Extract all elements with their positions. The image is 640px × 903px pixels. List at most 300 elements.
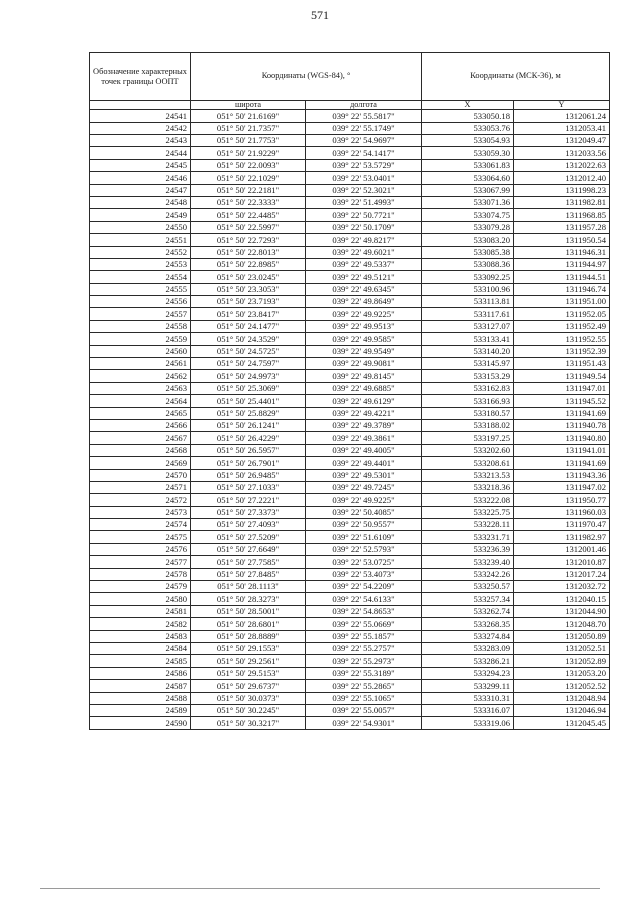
x-cell: 533231.71	[422, 531, 514, 543]
x-cell: 533162.83	[422, 382, 514, 394]
point-id-cell: 24578	[90, 568, 191, 580]
point-id-cell: 24553	[90, 258, 191, 270]
point-id-cell: 24589	[90, 704, 191, 716]
point-id-cell: 24569	[90, 457, 191, 469]
table-row	[90, 382, 610, 394]
table-row	[90, 432, 610, 444]
y-cell: 1312049.47	[514, 134, 610, 146]
longitude-cell: 039° 22' 50.9557"	[306, 519, 422, 531]
point-id-cell: 24563	[90, 382, 191, 394]
x-cell: 533064.60	[422, 172, 514, 184]
point-id-cell: 24545	[90, 159, 191, 171]
table-row	[90, 283, 610, 295]
point-id-cell: 24574	[90, 519, 191, 531]
latitude-cell: 051° 50' 24.5725"	[191, 345, 306, 357]
point-id-cell: 24577	[90, 556, 191, 568]
y-cell: 1311941.69	[514, 457, 610, 469]
y-cell: 1312033.56	[514, 147, 610, 159]
y-cell: 1311946.74	[514, 283, 610, 295]
latitude-cell: 051° 50' 23.8417"	[191, 308, 306, 320]
y-cell: 1312052.51	[514, 643, 610, 655]
table-row	[90, 333, 610, 345]
table-row	[90, 457, 610, 469]
table-row	[90, 358, 610, 370]
latitude-cell: 051° 50' 29.6737"	[191, 680, 306, 692]
table-row	[90, 692, 610, 704]
point-id-cell: 24550	[90, 221, 191, 233]
point-id-cell: 24547	[90, 184, 191, 196]
longitude-cell: 039° 22' 49.7245"	[306, 481, 422, 493]
table-row	[90, 581, 610, 593]
latitude-cell: 051° 50' 21.6169"	[191, 110, 306, 122]
y-cell: 1311946.31	[514, 246, 610, 258]
table-row	[90, 407, 610, 419]
point-id-cell: 24562	[90, 370, 191, 382]
x-cell: 533054.93	[422, 134, 514, 146]
x-cell: 533067.99	[422, 184, 514, 196]
latitude-cell: 051° 50' 23.3053"	[191, 283, 306, 295]
x-cell: 533145.97	[422, 358, 514, 370]
x-cell: 533213.53	[422, 469, 514, 481]
latitude-cell: 051° 50' 25.4401"	[191, 395, 306, 407]
latitude-cell: 051° 50' 27.4093"	[191, 519, 306, 531]
x-cell: 533188.02	[422, 419, 514, 431]
longitude-cell: 039° 22' 49.9513"	[306, 320, 422, 332]
x-cell: 533059.30	[422, 147, 514, 159]
header-point-designation: Обозначение характерных точек границы ООПТ	[90, 53, 191, 101]
x-cell: 533085.38	[422, 246, 514, 258]
table-row	[90, 469, 610, 481]
longitude-cell: 039° 22' 49.6885"	[306, 382, 422, 394]
y-cell: 1311982.97	[514, 531, 610, 543]
y-cell: 1311945.52	[514, 395, 610, 407]
y-cell: 1311957.28	[514, 221, 610, 233]
page-number: 571	[311, 8, 329, 22]
longitude-cell: 039° 22' 49.4221"	[306, 407, 422, 419]
y-cell: 1311951.43	[514, 358, 610, 370]
point-id-cell: 24583	[90, 630, 191, 642]
table-row	[90, 519, 610, 531]
x-cell: 533294.23	[422, 667, 514, 679]
y-cell: 1311941.01	[514, 444, 610, 456]
point-id-cell: 24584	[90, 643, 191, 655]
subheader-y: Y	[514, 101, 610, 110]
x-cell: 533071.36	[422, 196, 514, 208]
latitude-cell: 051° 50' 27.3373"	[191, 506, 306, 518]
y-cell: 1312001.46	[514, 543, 610, 555]
y-cell: 1312045.45	[514, 717, 610, 729]
y-cell: 1311952.49	[514, 320, 610, 332]
longitude-cell: 039° 22' 55.2865"	[306, 680, 422, 692]
x-cell: 533242.26	[422, 568, 514, 580]
longitude-cell: 039° 22' 55.1857"	[306, 630, 422, 642]
latitude-cell: 051° 50' 28.6801"	[191, 618, 306, 630]
longitude-cell: 039° 22' 54.9697"	[306, 134, 422, 146]
point-id-cell: 24570	[90, 469, 191, 481]
table-row	[90, 593, 610, 605]
subheader-longitude: долгота	[306, 101, 422, 110]
latitude-cell: 051° 50' 27.5209"	[191, 531, 306, 543]
longitude-cell: 039° 22' 49.6021"	[306, 246, 422, 258]
point-id-cell: 24581	[90, 605, 191, 617]
table-row	[90, 258, 610, 270]
y-cell: 1312061.24	[514, 110, 610, 122]
longitude-cell: 039° 22' 55.2973"	[306, 655, 422, 667]
latitude-cell: 051° 50' 21.7357"	[191, 122, 306, 134]
longitude-cell: 039° 22' 50.4085"	[306, 506, 422, 518]
table-row	[90, 221, 610, 233]
y-cell: 1312012.40	[514, 172, 610, 184]
latitude-cell: 051° 50' 24.9973"	[191, 370, 306, 382]
latitude-cell: 051° 50' 30.3217"	[191, 717, 306, 729]
table-row	[90, 717, 610, 729]
table-row	[90, 605, 610, 617]
latitude-cell: 051° 50' 26.5957"	[191, 444, 306, 456]
point-id-cell: 24554	[90, 271, 191, 283]
point-id-cell: 24575	[90, 531, 191, 543]
y-cell: 1312017.24	[514, 568, 610, 580]
point-id-cell: 24582	[90, 618, 191, 630]
latitude-cell: 051° 50' 25.8829"	[191, 407, 306, 419]
x-cell: 533310.31	[422, 692, 514, 704]
longitude-cell: 039° 22' 55.0669"	[306, 618, 422, 630]
y-cell: 1312032.72	[514, 581, 610, 593]
longitude-cell: 039° 22' 53.0725"	[306, 556, 422, 568]
table-row	[90, 395, 610, 407]
longitude-cell: 039° 22' 49.4401"	[306, 457, 422, 469]
subheader-latitude: широта	[191, 101, 306, 110]
table-row	[90, 345, 610, 357]
point-id-cell: 24543	[90, 134, 191, 146]
latitude-cell: 051° 50' 27.8485"	[191, 568, 306, 580]
x-cell: 533274.84	[422, 630, 514, 642]
x-cell: 533127.07	[422, 320, 514, 332]
point-id-cell: 24560	[90, 345, 191, 357]
y-cell: 1311947.02	[514, 481, 610, 493]
longitude-cell: 039° 22' 50.1709"	[306, 221, 422, 233]
table-row	[90, 308, 610, 320]
x-cell: 533208.61	[422, 457, 514, 469]
x-cell: 533299.11	[422, 680, 514, 692]
latitude-cell: 051° 50' 26.7901"	[191, 457, 306, 469]
y-cell: 1312052.52	[514, 680, 610, 692]
y-cell: 1312048.70	[514, 618, 610, 630]
latitude-cell: 051° 50' 22.2181"	[191, 184, 306, 196]
latitude-cell: 051° 50' 27.7585"	[191, 556, 306, 568]
point-id-cell: 24556	[90, 296, 191, 308]
header-wgs84: Координаты (WGS-84), °	[191, 53, 422, 101]
point-id-cell: 24576	[90, 543, 191, 555]
table-row	[90, 618, 610, 630]
x-cell: 533140.20	[422, 345, 514, 357]
table-row	[90, 494, 610, 506]
latitude-cell: 051° 50' 29.2561"	[191, 655, 306, 667]
table-row	[90, 370, 610, 382]
longitude-cell: 039° 22' 49.5121"	[306, 271, 422, 283]
latitude-cell: 051° 50' 30.2245"	[191, 704, 306, 716]
x-cell: 533228.11	[422, 519, 514, 531]
longitude-cell: 039° 22' 55.1749"	[306, 122, 422, 134]
latitude-cell: 051° 50' 30.0373"	[191, 692, 306, 704]
longitude-cell: 039° 22' 50.7721"	[306, 209, 422, 221]
x-cell: 533218.36	[422, 481, 514, 493]
y-cell: 1311949.54	[514, 370, 610, 382]
table-row	[90, 444, 610, 456]
x-cell: 533100.96	[422, 283, 514, 295]
table-row	[90, 704, 610, 716]
point-id-cell: 24558	[90, 320, 191, 332]
table-row	[90, 643, 610, 655]
longitude-cell: 039° 22' 51.6109"	[306, 531, 422, 543]
y-cell: 1312044.90	[514, 605, 610, 617]
table-row	[90, 234, 610, 246]
y-cell: 1312050.89	[514, 630, 610, 642]
table-row	[90, 419, 610, 431]
longitude-cell: 039° 22' 52.3021"	[306, 184, 422, 196]
x-cell: 533053.76	[422, 122, 514, 134]
table-row	[90, 531, 610, 543]
latitude-cell: 051° 50' 26.9485"	[191, 469, 306, 481]
y-cell: 1311944.97	[514, 258, 610, 270]
x-cell: 533117.61	[422, 308, 514, 320]
latitude-cell: 051° 50' 25.3069"	[191, 382, 306, 394]
table-row	[90, 320, 610, 332]
table-body	[90, 110, 610, 730]
y-cell: 1311952.39	[514, 345, 610, 357]
x-cell: 533079.28	[422, 221, 514, 233]
point-id-cell: 24564	[90, 395, 191, 407]
bottom-divider	[40, 888, 600, 889]
latitude-cell: 051° 50' 27.1033"	[191, 481, 306, 493]
latitude-cell: 051° 50' 23.0245"	[191, 271, 306, 283]
y-cell: 1312040.15	[514, 593, 610, 605]
x-cell: 533268.35	[422, 618, 514, 630]
longitude-cell: 039° 22' 53.5729"	[306, 159, 422, 171]
point-id-cell: 24587	[90, 680, 191, 692]
coordinates-table	[89, 52, 610, 730]
y-cell: 1312048.94	[514, 692, 610, 704]
point-id-cell: 24549	[90, 209, 191, 221]
y-cell: 1311941.69	[514, 407, 610, 419]
longitude-cell: 039° 22' 55.1065"	[306, 692, 422, 704]
latitude-cell: 051° 50' 24.7597"	[191, 358, 306, 370]
x-cell: 533202.60	[422, 444, 514, 456]
longitude-cell: 039° 22' 54.1417"	[306, 147, 422, 159]
longitude-cell: 039° 22' 49.9549"	[306, 345, 422, 357]
longitude-cell: 039° 22' 49.6129"	[306, 395, 422, 407]
latitude-cell: 051° 50' 23.7193"	[191, 296, 306, 308]
table-row	[90, 172, 610, 184]
latitude-cell: 051° 50' 22.0093"	[191, 159, 306, 171]
x-cell: 533180.57	[422, 407, 514, 419]
y-cell: 1312053.41	[514, 122, 610, 134]
x-cell: 533083.20	[422, 234, 514, 246]
point-id-cell: 24542	[90, 122, 191, 134]
longitude-cell: 039° 22' 52.5793"	[306, 543, 422, 555]
latitude-cell: 051° 50' 28.5001"	[191, 605, 306, 617]
table-row	[90, 556, 610, 568]
longitude-cell: 039° 22' 54.2209"	[306, 581, 422, 593]
table-row	[90, 568, 610, 580]
point-id-cell: 24551	[90, 234, 191, 246]
y-cell: 1311952.55	[514, 333, 610, 345]
longitude-cell: 039° 22' 54.6133"	[306, 593, 422, 605]
y-cell: 1311940.78	[514, 419, 610, 431]
y-cell: 1311940.80	[514, 432, 610, 444]
y-cell: 1311944.51	[514, 271, 610, 283]
table-row	[90, 481, 610, 493]
y-cell: 1311950.54	[514, 234, 610, 246]
latitude-cell: 051° 50' 29.1553"	[191, 643, 306, 655]
longitude-cell: 039° 22' 49.9585"	[306, 333, 422, 345]
x-cell: 533319.06	[422, 717, 514, 729]
point-id-cell: 24566	[90, 419, 191, 431]
point-id-cell: 24579	[90, 581, 191, 593]
table-row	[90, 196, 610, 208]
y-cell: 1311960.03	[514, 506, 610, 518]
x-cell: 533133.41	[422, 333, 514, 345]
table-row	[90, 630, 610, 642]
point-id-cell: 24548	[90, 196, 191, 208]
table-row	[90, 159, 610, 171]
longitude-cell: 039° 22' 49.8217"	[306, 234, 422, 246]
latitude-cell: 051° 50' 21.9229"	[191, 147, 306, 159]
longitude-cell: 039° 22' 55.2757"	[306, 643, 422, 655]
y-cell: 1312046.94	[514, 704, 610, 716]
point-id-cell: 24541	[90, 110, 191, 122]
latitude-cell: 051° 50' 28.8889"	[191, 630, 306, 642]
x-cell: 533283.09	[422, 643, 514, 655]
y-cell: 1311952.05	[514, 308, 610, 320]
point-id-cell: 24567	[90, 432, 191, 444]
y-cell: 1311943.36	[514, 469, 610, 481]
y-cell: 1311998.23	[514, 184, 610, 196]
point-id-cell: 24561	[90, 358, 191, 370]
longitude-cell: 039° 22' 55.3189"	[306, 667, 422, 679]
y-cell: 1312022.63	[514, 159, 610, 171]
subheader-x: X	[422, 101, 514, 110]
longitude-cell: 039° 22' 55.5817"	[306, 110, 422, 122]
latitude-cell: 051° 50' 22.7293"	[191, 234, 306, 246]
table-row	[90, 184, 610, 196]
latitude-cell: 051° 50' 28.3273"	[191, 593, 306, 605]
x-cell: 533061.83	[422, 159, 514, 171]
table-row	[90, 147, 610, 159]
latitude-cell: 051° 50' 21.7753"	[191, 134, 306, 146]
table-row	[90, 246, 610, 258]
latitude-cell: 051° 50' 26.4229"	[191, 432, 306, 444]
longitude-cell: 039° 22' 49.9225"	[306, 308, 422, 320]
x-cell: 533153.29	[422, 370, 514, 382]
y-cell: 1312010.87	[514, 556, 610, 568]
y-cell: 1311951.00	[514, 296, 610, 308]
latitude-cell: 051° 50' 29.5153"	[191, 667, 306, 679]
latitude-cell: 051° 50' 26.1241"	[191, 419, 306, 431]
x-cell: 533316.07	[422, 704, 514, 716]
point-id-cell: 24573	[90, 506, 191, 518]
longitude-cell: 039° 22' 49.9081"	[306, 358, 422, 370]
x-cell: 533250.57	[422, 581, 514, 593]
table-row	[90, 134, 610, 146]
x-cell: 533166.93	[422, 395, 514, 407]
latitude-cell: 051° 50' 28.1113"	[191, 581, 306, 593]
table-row	[90, 110, 610, 122]
longitude-cell: 039° 22' 49.9225"	[306, 494, 422, 506]
x-cell: 533092.25	[422, 271, 514, 283]
latitude-cell: 051° 50' 22.1029"	[191, 172, 306, 184]
point-id-cell: 24586	[90, 667, 191, 679]
latitude-cell: 051° 50' 22.5997"	[191, 221, 306, 233]
table-row	[90, 655, 610, 667]
latitude-cell: 051° 50' 24.3529"	[191, 333, 306, 345]
point-id-cell: 24559	[90, 333, 191, 345]
point-id-cell: 24546	[90, 172, 191, 184]
point-id-cell: 24544	[90, 147, 191, 159]
x-cell: 533257.34	[422, 593, 514, 605]
point-id-cell: 24590	[90, 717, 191, 729]
x-cell: 533197.25	[422, 432, 514, 444]
table-row	[90, 271, 610, 283]
latitude-cell: 051° 50' 24.1477"	[191, 320, 306, 332]
table-row	[90, 209, 610, 221]
point-id-cell: 24571	[90, 481, 191, 493]
table-row	[90, 296, 610, 308]
x-cell: 533050.18	[422, 110, 514, 122]
x-cell: 533286.21	[422, 655, 514, 667]
x-cell: 533088.36	[422, 258, 514, 270]
longitude-cell: 039° 22' 53.0401"	[306, 172, 422, 184]
x-cell: 533222.08	[422, 494, 514, 506]
table-row	[90, 122, 610, 134]
table-row	[90, 667, 610, 679]
latitude-cell: 051° 50' 22.4485"	[191, 209, 306, 221]
longitude-cell: 039° 22' 49.4005"	[306, 444, 422, 456]
y-cell: 1312052.89	[514, 655, 610, 667]
longitude-cell: 039° 22' 49.6345"	[306, 283, 422, 295]
point-id-cell: 24565	[90, 407, 191, 419]
point-id-cell: 24572	[90, 494, 191, 506]
latitude-cell: 051° 50' 22.3333"	[191, 196, 306, 208]
header-msk36: Координаты (МСК-36), м	[422, 53, 610, 101]
y-cell: 1312053.20	[514, 667, 610, 679]
subheader-empty	[90, 101, 191, 110]
x-cell: 533074.75	[422, 209, 514, 221]
longitude-cell: 039° 22' 49.3861"	[306, 432, 422, 444]
latitude-cell: 051° 50' 22.8013"	[191, 246, 306, 258]
longitude-cell: 039° 22' 49.5337"	[306, 258, 422, 270]
x-cell: 533262.74	[422, 605, 514, 617]
table-row	[90, 506, 610, 518]
point-id-cell: 24585	[90, 655, 191, 667]
longitude-cell: 039° 22' 54.8653"	[306, 605, 422, 617]
x-cell: 533113.81	[422, 296, 514, 308]
y-cell: 1311982.81	[514, 196, 610, 208]
longitude-cell: 039° 22' 54.9301"	[306, 717, 422, 729]
point-id-cell: 24568	[90, 444, 191, 456]
latitude-cell: 051° 50' 22.8985"	[191, 258, 306, 270]
longitude-cell: 039° 22' 49.8649"	[306, 296, 422, 308]
x-cell: 533225.75	[422, 506, 514, 518]
longitude-cell: 039° 22' 51.4993"	[306, 196, 422, 208]
y-cell: 1311970.47	[514, 519, 610, 531]
point-id-cell: 24588	[90, 692, 191, 704]
longitude-cell: 039° 22' 49.8145"	[306, 370, 422, 382]
point-id-cell: 24552	[90, 246, 191, 258]
table-row	[90, 543, 610, 555]
x-cell: 533236.39	[422, 543, 514, 555]
table-row	[90, 680, 610, 692]
longitude-cell: 039° 22' 53.4073"	[306, 568, 422, 580]
